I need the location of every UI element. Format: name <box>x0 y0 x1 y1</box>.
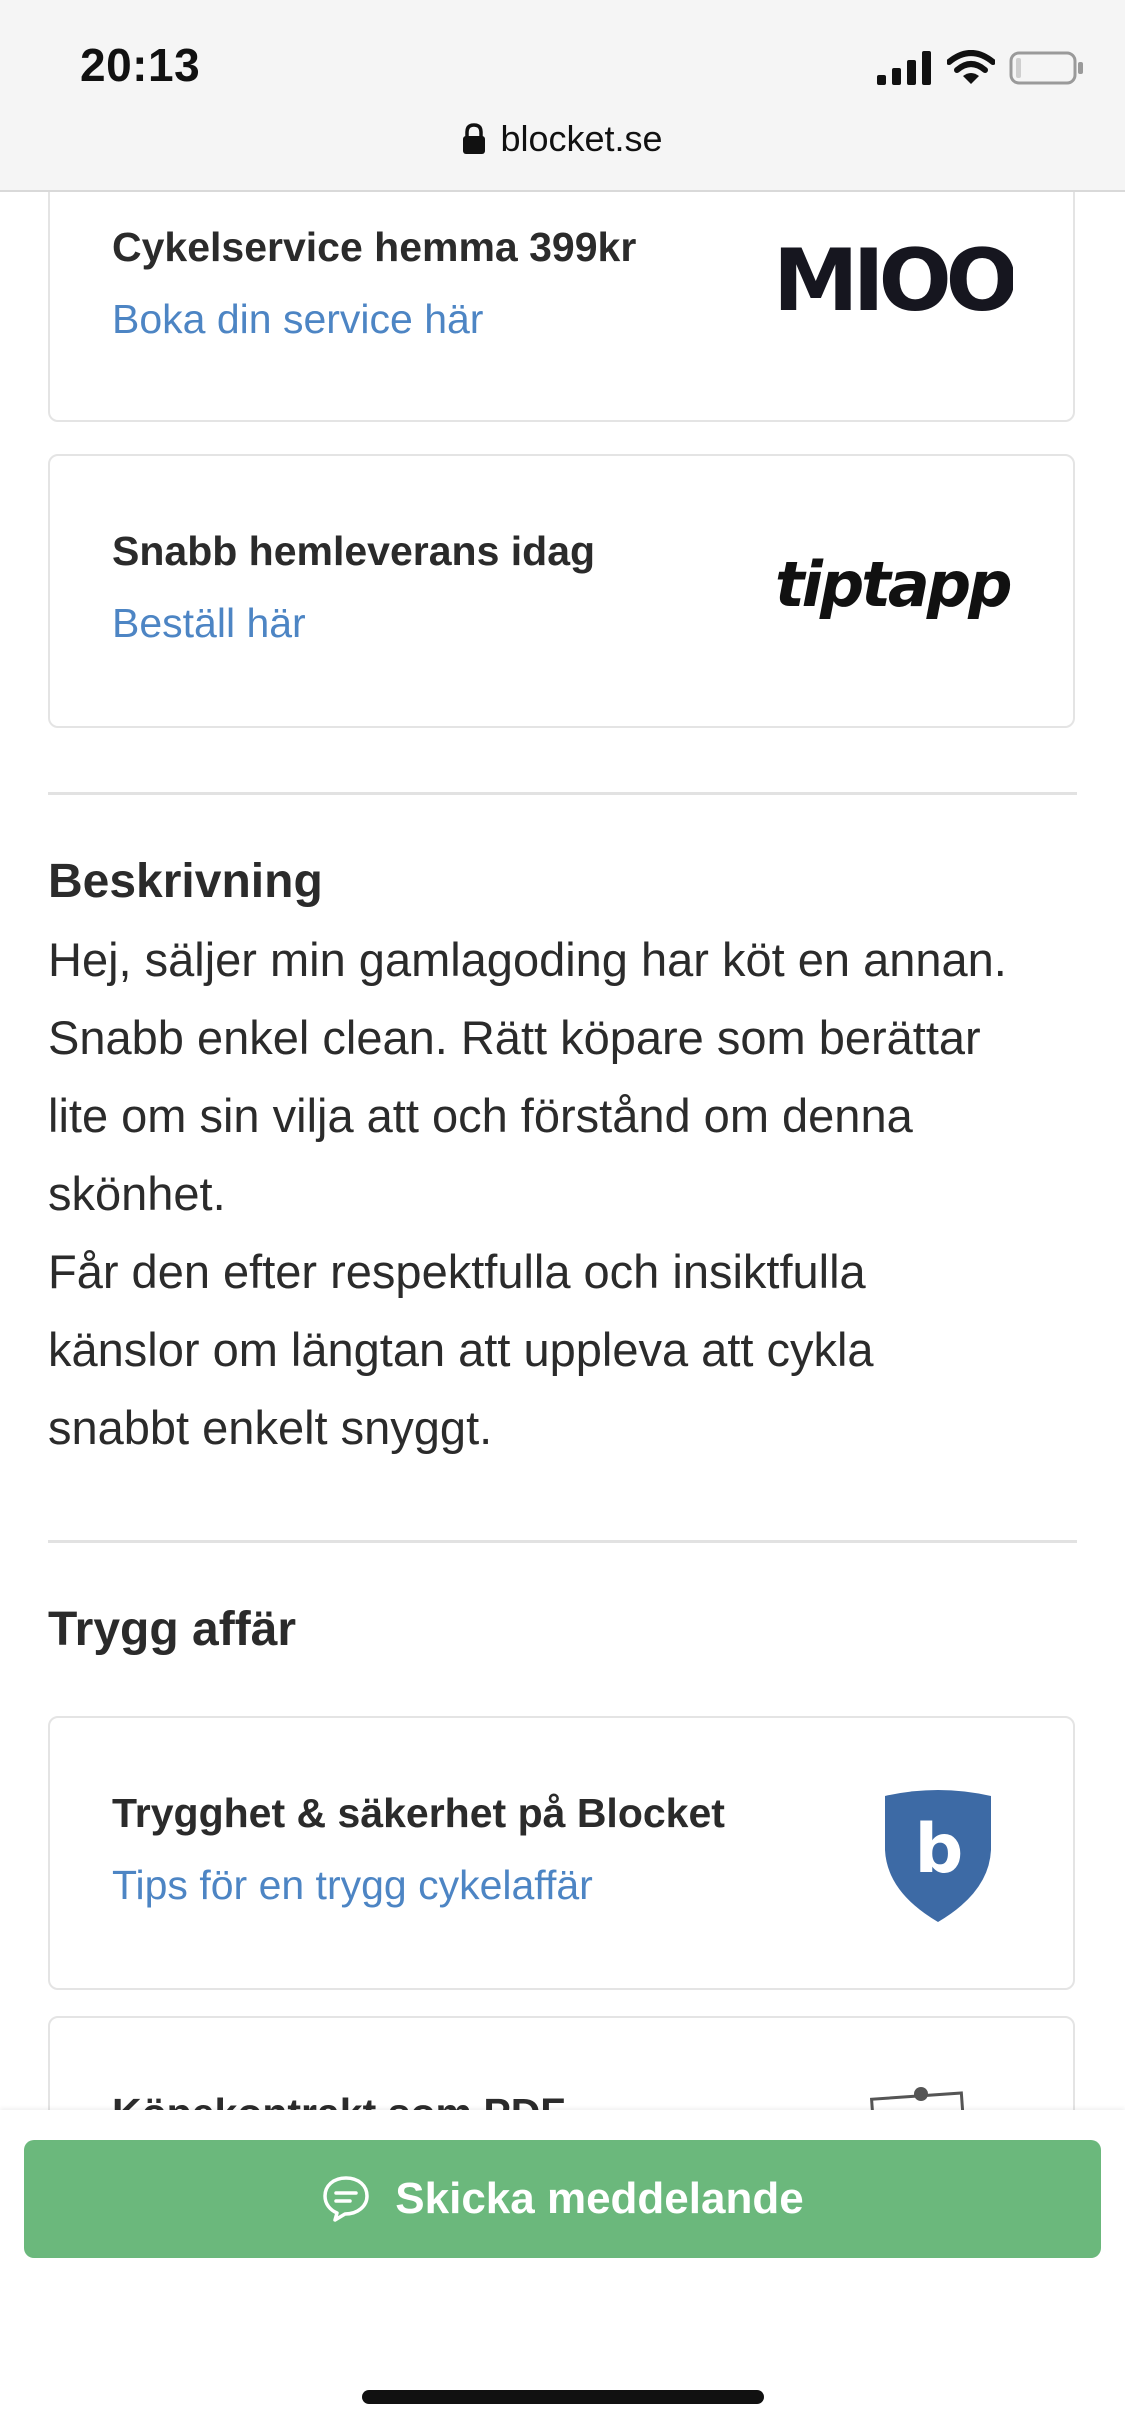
safe-deal-heading: Trygg affär <box>48 1603 297 1656</box>
send-message-label: Skicka meddelande <box>395 2174 804 2223</box>
description-line: Snabb enkel clean. Rätt köpare som berättar <box>48 1011 981 1064</box>
tiptapp-logo <box>773 550 1013 637</box>
send-message-button[interactable] <box>24 2140 1101 2258</box>
mioo-logo-text: MIOO <box>773 242 1013 318</box>
url-bar[interactable] <box>0 118 1125 160</box>
mioo-logo <box>773 242 1013 323</box>
tiptapp-logo-text: tiptapp <box>775 550 1010 621</box>
safety-card-title: Trygghet & säkerhet på Blocket <box>112 1790 725 1836</box>
blocket-shield-letter: b <box>914 1810 964 1889</box>
service-card-link[interactable]: Beställ här <box>112 600 306 646</box>
mioo-logo-graphic <box>773 242 1013 318</box>
safety-card[interactable] <box>48 1716 1075 1990</box>
home-indicator[interactable] <box>362 2390 764 2404</box>
service-card-title: Snabb hemleverans idag <box>112 528 596 574</box>
chat-bubble-icon <box>321 2174 371 2224</box>
cellular-signal-icon <box>877 51 933 85</box>
url-text: blocket.se <box>500 118 663 159</box>
section-divider <box>48 792 1077 795</box>
browser-top-bar <box>0 0 1125 192</box>
service-card-title: Cykelservice hemma 399kr <box>112 224 637 270</box>
blocket-shield-graphic <box>881 1788 995 1924</box>
tiptapp-logo-graphic <box>773 550 1013 632</box>
description-line: lite om sin vilja att och förstånd om denna <box>48 1089 913 1142</box>
service-card-tiptapp[interactable] <box>48 454 1075 728</box>
description-line: skönhet. <box>48 1167 226 1220</box>
status-time: 20:13 <box>80 39 201 91</box>
description-line: känslor om längtan att uppleva att cykla <box>48 1323 874 1376</box>
status-icons <box>877 48 1085 88</box>
service-card-link[interactable]: Boka din service här <box>112 296 484 342</box>
lock-icon <box>462 123 486 155</box>
description-heading: Beskrivning <box>48 855 323 908</box>
bottom-action-bar <box>0 2110 1125 2436</box>
description-line: Får den efter respektfulla och insiktfulla <box>48 1245 866 1298</box>
description-line: Hej, säljer min gamlagoding har köt en annan. <box>48 933 1007 986</box>
wifi-icon <box>947 50 995 86</box>
battery-icon <box>1009 50 1085 86</box>
description-line: snabbt enkelt snyggt. <box>48 1401 493 1454</box>
safety-card-link[interactable]: Tips för en trygg cykelaffär <box>112 1862 593 1908</box>
blocket-shield-icon <box>881 1788 995 1929</box>
service-card-mioo[interactable] <box>48 170 1075 422</box>
section-divider <box>48 1540 1077 1543</box>
